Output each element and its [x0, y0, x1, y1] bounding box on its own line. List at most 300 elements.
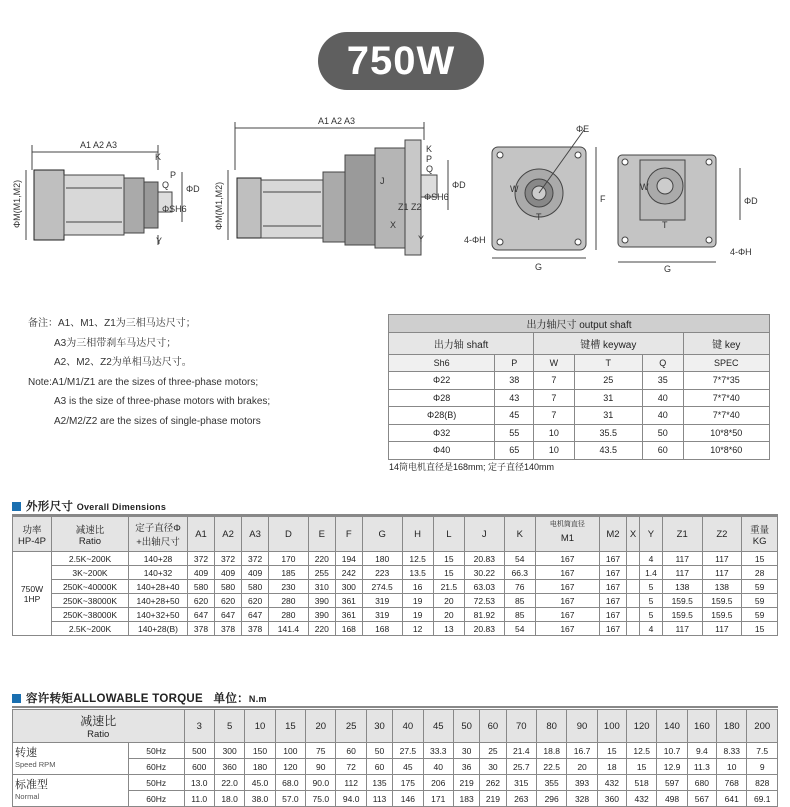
normal-cell: 69.1 [747, 791, 778, 807]
dims-cell: 4 [640, 622, 663, 636]
shaft-cell: 25 [574, 372, 642, 390]
normal-label-cn: 标准型 [15, 778, 48, 791]
power-header: 功率 HP-4P [13, 517, 52, 552]
dims-cell: 15 [742, 622, 778, 636]
speed-row [13, 743, 778, 759]
right-t-label: T [662, 220, 668, 230]
ratio-header-cell: 160 [687, 710, 716, 743]
dims-cell: 76 [504, 580, 535, 594]
speed-cell: 21.4 [506, 743, 536, 759]
shaft-row [389, 442, 770, 460]
speed-label-cn: 转速 [15, 746, 37, 759]
dims-row [13, 580, 778, 594]
left-d-label: ΦD [186, 184, 200, 194]
speed-cell: 120 [275, 759, 305, 775]
speed-cell: 180 [245, 759, 275, 775]
dims-cell: 372 [242, 552, 269, 566]
dims-col-header [627, 517, 640, 552]
power-cell [13, 552, 52, 636]
normal-cell: 219 [453, 775, 479, 791]
normal-cell: 768 [717, 775, 747, 791]
note-cn-2: A3为三相带刹车马达尺寸； [54, 337, 177, 349]
dims-cell: 372 [188, 552, 215, 566]
mid-m-label: ΦM(M1,M2) [214, 181, 224, 230]
mid-z-label: Z1 Z2 [398, 202, 422, 212]
motor-drawings [0, 100, 790, 290]
normal-cell: 828 [747, 775, 778, 791]
speed-cell: 8.33 [717, 743, 747, 759]
normal-cell: 57.0 [275, 791, 305, 807]
torque-section-heading: 容许转矩ALLOWABLE TORQUE 单位：N.m [12, 690, 267, 706]
speed-cell: 100 [275, 743, 305, 759]
dims-col-label: L [446, 528, 452, 540]
normal-cell: 262 [480, 775, 506, 791]
dims-cell: 167 [599, 594, 626, 608]
normal-cell: 183 [453, 791, 479, 807]
weight-label: 重量 [750, 524, 770, 536]
note-cn-3: A2、M2、Z2为单相马达尺寸。 [54, 357, 192, 368]
shaft-cell: 43 [495, 389, 534, 407]
dims-cell: 30.22 [464, 566, 504, 580]
shaft-cell: 35 [642, 372, 683, 390]
dims-cell [627, 552, 640, 566]
speed-cell: 75 [306, 743, 336, 759]
dims-col-label: G [378, 528, 386, 540]
dims-cell: 167 [535, 622, 599, 636]
right-d-label: ΦD [744, 196, 758, 206]
shaft-cell: Φ28 [389, 389, 495, 407]
dims-cell: 72.53 [464, 594, 504, 608]
ratio-header-cell: 25 [336, 710, 366, 743]
dims-col-label: K [516, 528, 523, 540]
dims-row [13, 608, 778, 622]
ratio-header-cell: 80 [536, 710, 566, 743]
dims-col-label: M2 [606, 528, 620, 540]
normal-cell: 175 [393, 775, 423, 791]
dims-cell: 159.5 [702, 608, 742, 622]
dims-cell: 117 [662, 552, 702, 566]
dims-cell: 15 [742, 552, 778, 566]
dims-col-header [464, 517, 504, 552]
normal-cell: 393 [567, 775, 597, 791]
speed-cell: 9 [747, 759, 778, 775]
shaft-note: 14筒电机直径是168mm; 定子直径140mm [389, 462, 555, 472]
speed-cell: 150 [245, 743, 275, 759]
dims-cell: 409 [188, 566, 215, 580]
mid-motor-side-view [228, 122, 448, 255]
speed-cell: 15 [626, 759, 656, 775]
speed-cell: 15 [597, 743, 626, 759]
dims-col-header [640, 517, 663, 552]
dims-col-header [662, 517, 702, 552]
dims-cell: 59 [742, 608, 778, 622]
dims-cell: 3K~200K [52, 566, 129, 580]
dims-cell: 20.83 [464, 622, 504, 636]
dims-section-heading: 外形尺寸 Overall Dimensions [12, 498, 166, 514]
dims-cell: 378 [242, 622, 269, 636]
normal-cell: 75.0 [306, 791, 336, 807]
dims-col-label: X [629, 528, 637, 540]
normal-cell: 641 [717, 791, 747, 807]
dims-cell: 140+28+50 [129, 594, 188, 608]
shaft-cell: 40 [642, 389, 683, 407]
speed-cell: 18.8 [536, 743, 566, 759]
mid-sh-label: ΦSH6 [424, 192, 449, 202]
normal-cell: 13.0 [184, 775, 214, 791]
dims-cell: 117 [702, 552, 742, 566]
shaft-row [389, 424, 770, 442]
dims-col-header [308, 517, 335, 552]
dims-col-header [362, 517, 402, 552]
ratio-header: 减速比 Ratio [52, 517, 129, 552]
normal-cell: 171 [423, 791, 453, 807]
speed-cell: 45 [393, 759, 423, 775]
dims-row [13, 594, 778, 608]
shaft-group-header: 出力轴 shaft [389, 332, 534, 354]
dims-col-header [242, 517, 269, 552]
speed-cell: 7.5 [747, 743, 778, 759]
normal-cell: 135 [366, 775, 392, 791]
dims-cell: 620 [188, 594, 215, 608]
dims-cell: 21.5 [433, 580, 464, 594]
right-h-label: 4-ΦH [730, 247, 752, 257]
section-marker-icon [12, 694, 21, 703]
normal-cell: 112 [336, 775, 366, 791]
shaft-cell: 50 [642, 424, 683, 442]
mid-x-label: X [390, 220, 397, 230]
dims-cell: 159.5 [702, 594, 742, 608]
speed-label [13, 743, 129, 775]
dims-cell: 19 [402, 608, 433, 622]
dims-row [13, 566, 778, 580]
dims-cell: 138 [702, 580, 742, 594]
dims-cell: 170 [269, 552, 309, 566]
normal-label-en: Normal [15, 791, 40, 801]
dims-cell: 167 [535, 608, 599, 622]
dims-cell: 167 [535, 566, 599, 580]
dims-cell: 310 [308, 580, 335, 594]
dims-cell: 372 [215, 552, 242, 566]
dims-col-label: A2 [222, 528, 234, 540]
dims-cell: 168 [335, 622, 362, 636]
dims-cell: 319 [362, 594, 402, 608]
weight-unit: KG [752, 535, 767, 547]
left-p-label: P [170, 170, 177, 180]
dims-cell: 220 [308, 552, 335, 566]
note-en-3: A2/M2/Z2 are the sizes of single-phase motors [54, 415, 261, 427]
ratio-header-cell: 70 [506, 710, 536, 743]
dims-cell: 12.5 [402, 552, 433, 566]
normal-cell: 38.0 [245, 791, 275, 807]
speed-cell: 10 [717, 759, 747, 775]
dims-cell: 20.83 [464, 552, 504, 566]
dims-cell: 409 [242, 566, 269, 580]
shaft-row [389, 372, 770, 390]
normal-cell: 355 [536, 775, 566, 791]
dims-cell: 167 [599, 566, 626, 580]
shaft-cell: 40 [642, 407, 683, 425]
front-w-label: W [510, 184, 519, 194]
speed-cell: 600 [184, 759, 214, 775]
dims-cell: 140+28(B) [129, 622, 188, 636]
shaft-cell: 31 [574, 407, 642, 425]
shaft-cell: 10 [534, 442, 575, 460]
torque-divider [12, 706, 778, 708]
dims-col-header [215, 517, 242, 552]
dims-cell: 13.5 [402, 566, 433, 580]
dims-cell: 66.3 [504, 566, 535, 580]
dims-cell: 361 [335, 608, 362, 622]
shaft-cell: 38 [495, 372, 534, 390]
page-title-badge: 750W [318, 32, 484, 90]
dims-cell: 620 [242, 594, 269, 608]
dims-cell: 194 [335, 552, 362, 566]
ratio-header-cell: 5 [214, 710, 244, 743]
speed-cell: 16.7 [567, 743, 597, 759]
col-header: SPEC [683, 354, 769, 372]
dims-cell: 167 [599, 608, 626, 622]
dims-cell: 12 [402, 622, 433, 636]
speed-cell: 500 [184, 743, 214, 759]
dims-cell: 168 [362, 622, 402, 636]
normal-cell: 113 [366, 791, 392, 807]
speed-cell: 300 [214, 743, 244, 759]
dims-cell: 117 [662, 622, 702, 636]
mid-j-label: J [380, 176, 385, 186]
dims-cell: 185 [269, 566, 309, 580]
dims-cell: 280 [269, 594, 309, 608]
dims-cell: 223 [362, 566, 402, 580]
normal-cell: 11.0 [184, 791, 214, 807]
overall-dimensions-table [12, 516, 778, 636]
normal-cell: 680 [687, 775, 716, 791]
section-marker-icon [12, 502, 21, 511]
shaft-cell: 10 [534, 424, 575, 442]
ratio-header-cell: 40 [393, 710, 423, 743]
normal-cell: 263 [506, 791, 536, 807]
dims-cell: 140+28+40 [129, 580, 188, 594]
dims-cell: 1.4 [640, 566, 663, 580]
power-hp: 1HP [23, 593, 41, 604]
dims-col-label: F [345, 528, 352, 540]
speed-cell: 40 [423, 759, 453, 775]
dims-cell: 138 [662, 580, 702, 594]
normal-label [13, 775, 129, 807]
dims-cell: 580 [188, 580, 215, 594]
normal-cell: 498 [657, 791, 687, 807]
dims-cell: 620 [215, 594, 242, 608]
normal-cell: 18.0 [214, 791, 244, 807]
normal-cell: 90.0 [306, 775, 336, 791]
dims-col-label: A3 [249, 528, 261, 540]
shaft-cell: 7 [534, 407, 575, 425]
speed-cell: 60 [336, 743, 366, 759]
dims-cell: 580 [242, 580, 269, 594]
output-shaft-table [388, 314, 770, 460]
dims-cell [627, 566, 640, 580]
dims-cell [627, 622, 640, 636]
dims-cell: 15 [433, 552, 464, 566]
dims-cell: 220 [308, 622, 335, 636]
note-en-2: A3 is the size of three-phase motors with brakes; [54, 396, 271, 407]
speed-cell: 30 [453, 743, 479, 759]
dims-col-header [702, 517, 742, 552]
hz-cell: 50Hz [128, 743, 184, 759]
allowable-torque-table [12, 709, 778, 807]
shaft-cell: 7*7*35 [683, 372, 769, 390]
key-group-header: 键 key [683, 332, 769, 354]
dims-cell [627, 594, 640, 608]
shaft-cell: 7*7*40 [683, 389, 769, 407]
dims-col-header [402, 517, 433, 552]
shaft-cell: 35.5 [574, 424, 642, 442]
normal-cell: 432 [626, 791, 656, 807]
dims-cell: 647 [188, 608, 215, 622]
ratio-header-cell: 100 [597, 710, 626, 743]
shaft-cell: 43.5 [574, 442, 642, 460]
dims-cell: 54 [504, 552, 535, 566]
speed-cell: 30 [480, 759, 506, 775]
ratio-header-cell: 50 [453, 710, 479, 743]
dims-cell: 28 [742, 566, 778, 580]
normal-cell: 315 [506, 775, 536, 791]
left-sh-label: ΦSH6 [162, 204, 187, 214]
ratio-header-cell: 90 [567, 710, 597, 743]
speed-cell: 22.5 [536, 759, 566, 775]
left-dim-label: A1 A2 A3 [80, 140, 118, 150]
dims-cell: 361 [335, 594, 362, 608]
dims-cell: 280 [269, 608, 309, 622]
normal-cell: 45.0 [245, 775, 275, 791]
front-e-label: ΦE [576, 124, 590, 134]
dims-cell: 647 [242, 608, 269, 622]
dims-col-label: H [414, 528, 422, 540]
left-q-label: Q [162, 180, 170, 190]
dims-cell: 16 [402, 580, 433, 594]
speed-cell: 12.5 [626, 743, 656, 759]
normal-cell: 328 [567, 791, 597, 807]
dims-cell: 63.03 [464, 580, 504, 594]
mid-q-label: Q [426, 164, 434, 174]
front-t-label: T [536, 212, 542, 222]
dims-col-header [599, 517, 626, 552]
dims-cell: 141.4 [269, 622, 309, 636]
dims-cell: 140+32+50 [129, 608, 188, 622]
dims-col-label: A1 [195, 528, 207, 540]
note-cn-1: 备注：A1、M1、Z1为三相马达尺寸； [28, 318, 196, 329]
dims-cell: 167 [599, 580, 626, 594]
right-flange-view [618, 155, 740, 262]
ratio-header-cell: 15 [275, 710, 305, 743]
speed-cell: 20 [567, 759, 597, 775]
dims-col-header [433, 517, 464, 552]
speed-cell: 50 [366, 743, 392, 759]
shaft-cell: 65 [495, 442, 534, 460]
mid-k-label: K [426, 144, 433, 154]
shaft-row [389, 389, 770, 407]
speed-cell: 25 [480, 743, 506, 759]
hz-cell: 50Hz [128, 775, 184, 791]
shaft-table-title: 出力轴尺寸 output shaft [389, 315, 770, 333]
shaft-cell: 10*8*50 [683, 424, 769, 442]
dims-cell: 180 [362, 552, 402, 566]
dims-cell: 390 [308, 608, 335, 622]
dims-cell [627, 580, 640, 594]
normal-cell: 146 [393, 791, 423, 807]
left-y-label: Y [156, 236, 163, 246]
dims-col-header [269, 517, 309, 552]
shaft-cell: Φ28(B) [389, 407, 495, 425]
speed-cell: 27.5 [393, 743, 423, 759]
dims-cell: 140+32 [129, 566, 188, 580]
normal-cell: 296 [536, 791, 566, 807]
speed-cell: 9.4 [687, 743, 716, 759]
normal-row [13, 775, 778, 791]
dims-cell: 20 [433, 608, 464, 622]
ratio-header-cell: 20 [306, 710, 336, 743]
ratio-header-cell: 45 [423, 710, 453, 743]
notes-block [28, 314, 270, 431]
dims-cell: 5 [640, 580, 663, 594]
shaft-cell: 7 [534, 389, 575, 407]
speed-cell: 72 [336, 759, 366, 775]
dims-cell: 20 [433, 594, 464, 608]
dims-cell: 580 [215, 580, 242, 594]
speed-label-en: Speed RPM [15, 759, 56, 769]
shaft-row [389, 407, 770, 425]
note-en-1: Note:A1/M1/Z1 are the sizes of three-phase motors; [28, 376, 259, 388]
mid-p-label: P [426, 154, 433, 164]
stator-header: 定子直径Φ +出轴尺寸 [129, 517, 188, 552]
dims-col-label: M1 [560, 532, 575, 544]
shaft-cell: Φ40 [389, 442, 495, 460]
left-k-label: K [155, 152, 162, 162]
col-header: Q [642, 354, 683, 372]
ratio-header-cell: 3 [184, 710, 214, 743]
speed-cell: 90 [306, 759, 336, 775]
shaft-cell: 55 [495, 424, 534, 442]
dims-cell: 59 [742, 580, 778, 594]
dims-col-header [188, 517, 215, 552]
dims-cell: 255 [308, 566, 335, 580]
normal-cell: 518 [626, 775, 656, 791]
normal-cell: 22.0 [214, 775, 244, 791]
dims-cell: 5 [640, 594, 663, 608]
dims-cell: 409 [215, 566, 242, 580]
mid-dim-label: A1 A2 A3 [318, 116, 356, 126]
shaft-cell: Φ22 [389, 372, 495, 390]
ratio-header-cell: 120 [626, 710, 656, 743]
dims-cell: 167 [535, 552, 599, 566]
dims-row [13, 552, 778, 566]
mid-d-label: ΦD [452, 180, 466, 190]
shaft-cell: 7*7*40 [683, 407, 769, 425]
dims-col-label: Y [647, 528, 655, 540]
dims-cell: 319 [362, 608, 402, 622]
dims-cell: 159.5 [662, 608, 702, 622]
dims-cell: 59 [742, 594, 778, 608]
dims-cell: 250K~38000K [52, 594, 129, 608]
dims-cell: 2.5K~200K [52, 552, 129, 566]
shaft-cell: 7 [534, 372, 575, 390]
mid-y-label: Y [418, 234, 425, 244]
front-f-label: F [600, 194, 606, 204]
speed-cell: 11.3 [687, 759, 716, 775]
power-value: 750W [20, 583, 44, 594]
col-header: Sh6 [389, 354, 495, 372]
dims-col-label: Z2 [716, 528, 728, 540]
dims-cell: 85 [504, 608, 535, 622]
